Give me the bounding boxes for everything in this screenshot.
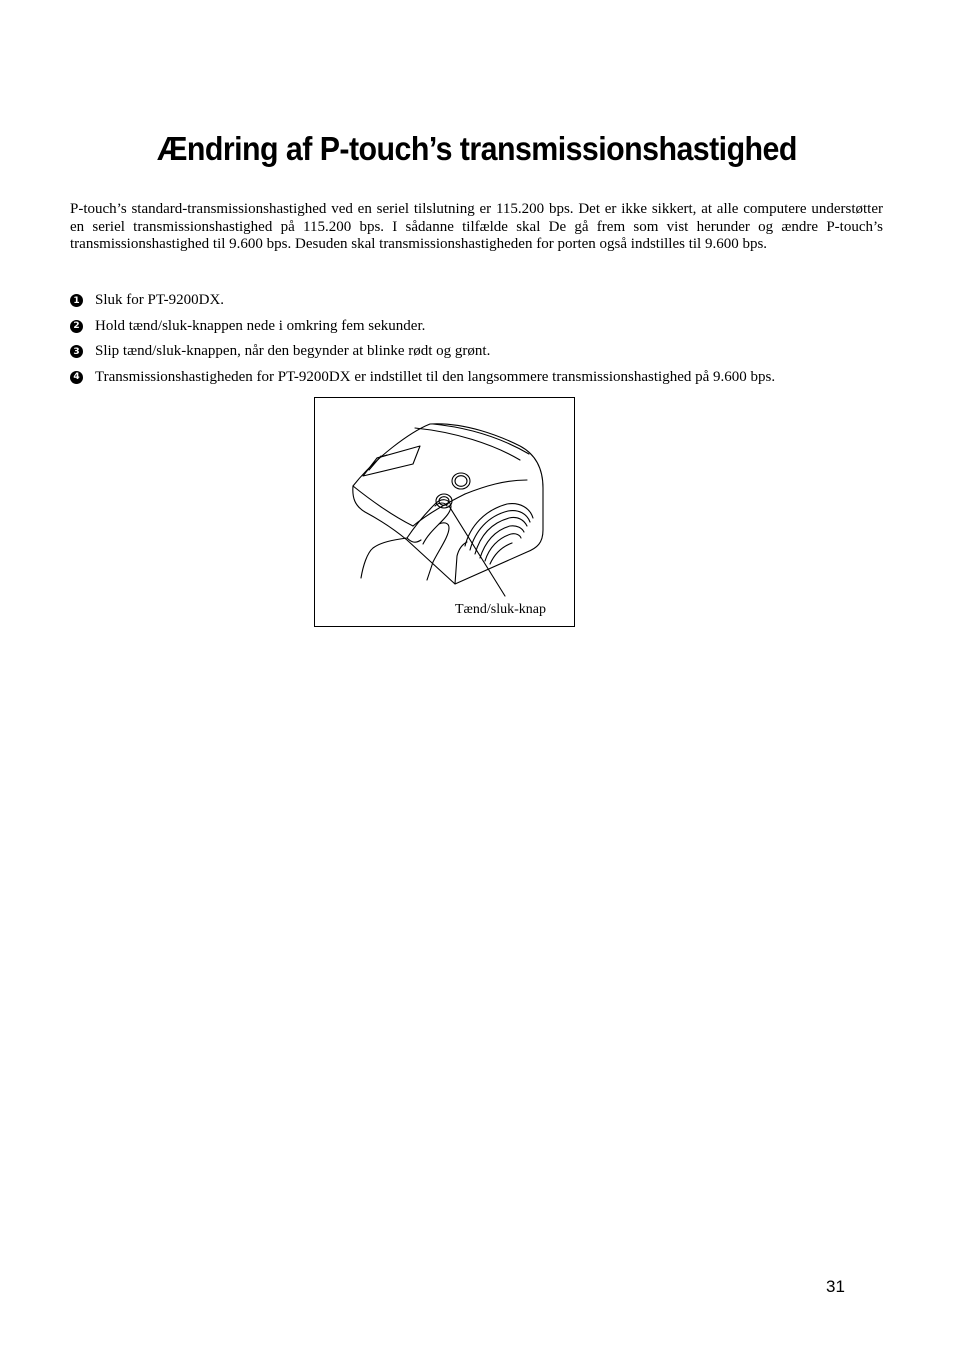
step-text: Transmissionshastigheden for PT-9200DX er indstillet til den langsommere transmissionshastighed på 9.600 bps. — [95, 368, 776, 385]
step-item — [70, 314, 883, 340]
intro-paragraph: P-touch’s standard-transmissionshastighed ved en seriel tilslutning er 115.200 bps. Det er ikke sikkert, at alle computere understøtter en seriel transmissionshastighed på 115.200 bps. I sådanne tilfælde skal De gå frem som vist herunder og ændre P-touch’s transmissionshastighed til 9.600 bps. Desuden skal transmissionshastigheden for porten også indstilles til 9.600 bps. — [70, 201, 883, 252]
printer-illustration — [315, 398, 574, 626]
step-text: Slip tænd/sluk-knappen, når den begynder at blinke rødt og grønt. — [95, 343, 491, 360]
steps-list — [70, 288, 883, 390]
step-number-badge: 2 — [70, 320, 83, 333]
printer-illustration-figure — [314, 397, 575, 627]
step-number-badge: 1 — [70, 294, 83, 307]
page-title: Ændring af P-touch’s transmissionshastighed — [157, 130, 797, 167]
step-number-badge: 3 — [70, 345, 83, 358]
step-item — [70, 365, 883, 391]
step-text: Sluk for PT-9200DX. — [95, 292, 225, 309]
figure-callout-label: Tænd/sluk-knap — [455, 602, 546, 617]
step-number-badge: 4 — [70, 371, 83, 384]
page-number: 31 — [826, 1277, 845, 1296]
step-item — [70, 339, 883, 365]
step-text: Hold tænd/sluk-knappen nede i omkring fem sekunder. — [95, 317, 426, 334]
step-item — [70, 288, 883, 314]
